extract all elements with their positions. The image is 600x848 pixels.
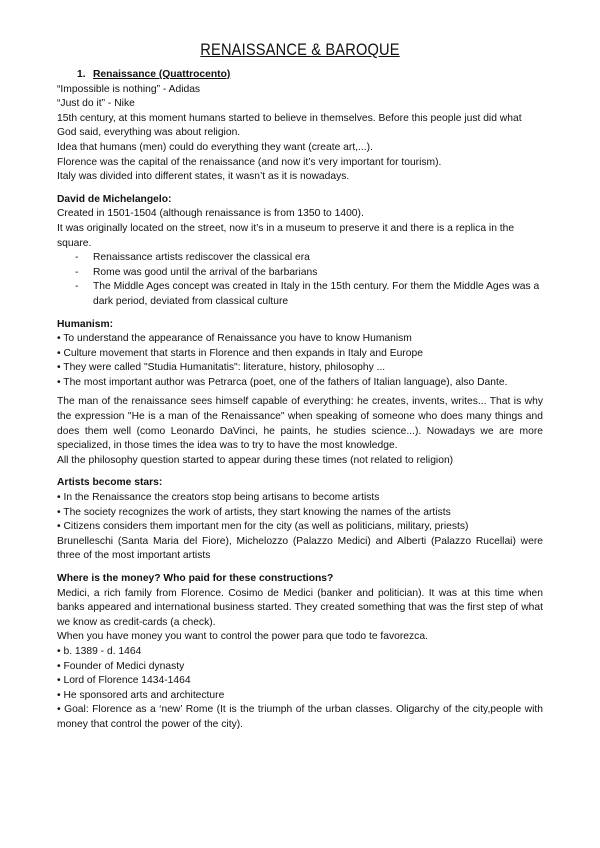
heading-money: Where is the money? Who paid for these constructions? bbox=[57, 573, 334, 584]
bullet-item: • The most important author was Petrarca (poet, one of the fathers of Italian language), also Dante. bbox=[57, 376, 508, 388]
bullet-item: • In the Renaissance the creators stop being artisans to become artists bbox=[57, 492, 380, 504]
heading-humanism: Humanism: bbox=[57, 318, 114, 330]
bullet-item: • b. 1389 - d. 1464 bbox=[57, 645, 142, 657]
text-line: When you have money you want to control the power para que todo te favorezca. bbox=[57, 631, 428, 643]
bullet-item: • To understand the appearance of Renaissance you have to know Humanism bbox=[57, 333, 412, 345]
text-line: Florence was the capital of the renaissance (and now it’s very important for tourism). bbox=[57, 156, 442, 168]
section-heading-renaissance bbox=[77, 68, 543, 83]
bullet-item: • Culture movement that starts in Florence and then expands in Italy and Europe bbox=[57, 347, 423, 359]
artists-paragraph: Brunelleschi (Santa Maria del Fiore), Michelozzo (Palazzo Medici) and Alberti (Palazzo Rucellai) were three of the most important artists bbox=[57, 535, 543, 562]
bullet-item: • Lord of Florence 1434-1464 bbox=[57, 675, 191, 687]
heading-artists: Artists become stars: bbox=[57, 477, 163, 489]
text-line: Italy was divided into different states, it wasn’t as it is nowadays. bbox=[57, 171, 350, 183]
bullet-item: • They were called "Studia Humanitatis": literature, history, philosophy ... bbox=[57, 362, 386, 374]
dash-list bbox=[57, 251, 543, 309]
document-title: RENAISSANCE & BAROQUE bbox=[200, 40, 400, 59]
bullet-item: • The society recognizes the work of artists, they start knowing the names of the artists bbox=[57, 506, 451, 518]
bullet-item: • Founder of Medici dynasty bbox=[57, 660, 185, 672]
dash-list-item: - The Middle Ages concept was created in Italy in the 15th century. For them the Middle Ages was a dark period, deviated from classical culture bbox=[75, 280, 543, 309]
bullet-item: • He sponsored arts and architecture bbox=[57, 689, 225, 701]
heading-david: David de Michelangelo: bbox=[57, 193, 172, 205]
section-heading-text: Renaissance (Quattrocento) bbox=[93, 69, 231, 80]
text-line: “Just do it” - Nike bbox=[57, 98, 135, 110]
document-page bbox=[57, 40, 543, 733]
text-line: 15th century, at this moment humans started to believe in themselves. Before this people just did what God said, everything was about religion. bbox=[57, 112, 522, 139]
text-line: Created in 1501-1504 (although renaissance is from 1350 to 1400). bbox=[57, 208, 364, 220]
dash-list-item: - Renaissance artists rediscover the classical era bbox=[75, 251, 543, 266]
text-line: All the philosophy question started to appear during these times (not related to religion) bbox=[57, 454, 454, 466]
humanism-paragraph: The man of the renaissance sees himself capable of everything: he creates, invents, writes... That is why the expression "He is a man of the Renaissance" when speaking of someone who does many things and does them well (como Leonardo DaVinci, he paints, he studies science...). Nowadays we are more specialized, in those times the idea was to try to have the most knowledge. bbox=[57, 396, 543, 452]
bullet-item: • Citizens considers them important men for the city (as well as politicians, military, priests) bbox=[57, 521, 469, 533]
text-line: Idea that humans (men) could do everything they want (create art,...). bbox=[57, 141, 373, 153]
text-line: “Impossible is nothing” - Adidas bbox=[57, 83, 201, 95]
goal-bullet: • Goal: Florence as a ‘new’ Rome (It is the triumph of the urban classes. Oligarchy of the city,people with money that control the power of the city). bbox=[57, 704, 543, 730]
text-line: It was originally located on the street, now it’s in a museum to preserve it and there is a replica in the square. bbox=[57, 222, 515, 249]
money-paragraph: Medici, a rich family from Florence. Cosimo de Medici (banker and politician). It was at this time when banks appeared and international business started. They created something that was the first step of what we know as credit-cards (a check). bbox=[57, 587, 543, 628]
section-number: 1. bbox=[77, 69, 86, 80]
dash-list-item: - Rome was good until the arrival of the barbarians bbox=[75, 266, 543, 281]
